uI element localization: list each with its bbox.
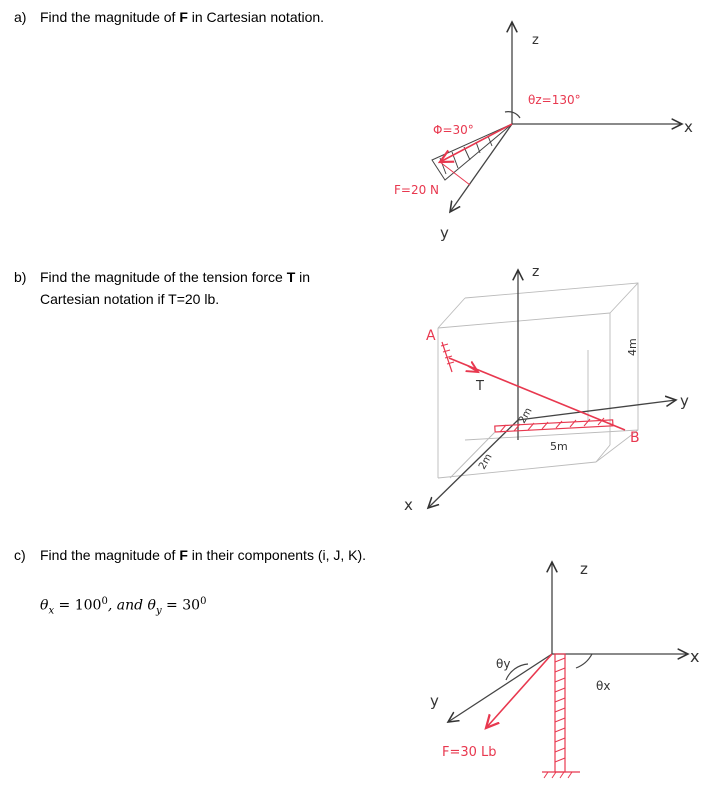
question-a-post: in Cartesian notation. bbox=[187, 9, 325, 25]
question-b-post: in bbox=[295, 269, 311, 285]
question-c-bold: F bbox=[179, 547, 188, 563]
fig-b-y-label: y bbox=[680, 392, 689, 410]
fig-b-point-b: B bbox=[630, 430, 640, 446]
fig-b-box bbox=[438, 283, 638, 478]
theta-x-value: 100 bbox=[74, 597, 102, 614]
question-b-line2: Cartesian notation if T=20 lb. bbox=[40, 291, 220, 307]
fig-b-x-label: x bbox=[404, 496, 413, 514]
fig-a-force-label: F=20 N bbox=[394, 183, 440, 197]
fig-a-theta-z-label: θz=130° bbox=[528, 93, 581, 107]
question-b-pre: Find the magnitude of the tension force bbox=[40, 269, 287, 285]
fig-c-x-label: x bbox=[690, 647, 700, 666]
question-a-label: a) bbox=[14, 9, 27, 25]
question-c-pre: Find the magnitude of bbox=[40, 547, 180, 563]
fig-a-phi-label: Φ=30° bbox=[433, 123, 474, 137]
theta-y-value: 30 bbox=[182, 597, 201, 614]
fig-c-z-label: z bbox=[580, 560, 588, 578]
fig-b-wall-a bbox=[441, 342, 454, 372]
fig-b-dim-2m-b: 2m bbox=[477, 452, 495, 472]
fig-b-dim-5m: 5m bbox=[550, 440, 568, 453]
fig-c-force-label: F=30 Lb bbox=[442, 745, 497, 760]
question-a-pre: Find the magnitude of bbox=[40, 9, 180, 25]
equation-c: $\theta_x = 100^0$, and $\theta_y = 30^0$ bbox=[40, 596, 207, 617]
figure-a bbox=[394, 22, 693, 242]
fig-a-y-label: y bbox=[440, 224, 449, 242]
question-b-bold: T bbox=[286, 269, 296, 285]
fig-c-theta-x-label: θx bbox=[596, 679, 611, 693]
figure-b bbox=[404, 264, 689, 514]
question-a-bold: F bbox=[179, 9, 188, 25]
fig-a-projection bbox=[440, 162, 470, 185]
fig-b-dim-4m: 4m bbox=[626, 338, 639, 356]
fig-c-theta-y-label: θy bbox=[496, 657, 511, 671]
fig-b-x-axis bbox=[428, 420, 518, 508]
fig-b-z-label: z bbox=[532, 264, 540, 280]
fig-b-cable bbox=[449, 358, 625, 430]
question-c-label: c) bbox=[14, 547, 26, 563]
fig-b-tension-label: T bbox=[476, 379, 484, 394]
fig-a-z-label: z bbox=[532, 33, 539, 48]
fig-b-base-bar bbox=[495, 418, 613, 432]
question-c-post: in their components (i, J, K). bbox=[187, 547, 367, 563]
figure-c bbox=[430, 560, 699, 778]
question-b-label: b) bbox=[14, 269, 27, 285]
fig-b-y-axis bbox=[518, 400, 676, 420]
fig-c-theta-x-arc bbox=[576, 654, 592, 668]
fig-c-y-label: y bbox=[430, 692, 439, 710]
fig-b-point-a: A bbox=[426, 328, 436, 344]
equation-and: and bbox=[116, 597, 144, 614]
fig-a-x-label: x bbox=[684, 118, 693, 136]
fig-b-dim-2m-a: 2m bbox=[517, 406, 535, 426]
fig-c-post bbox=[542, 654, 580, 778]
